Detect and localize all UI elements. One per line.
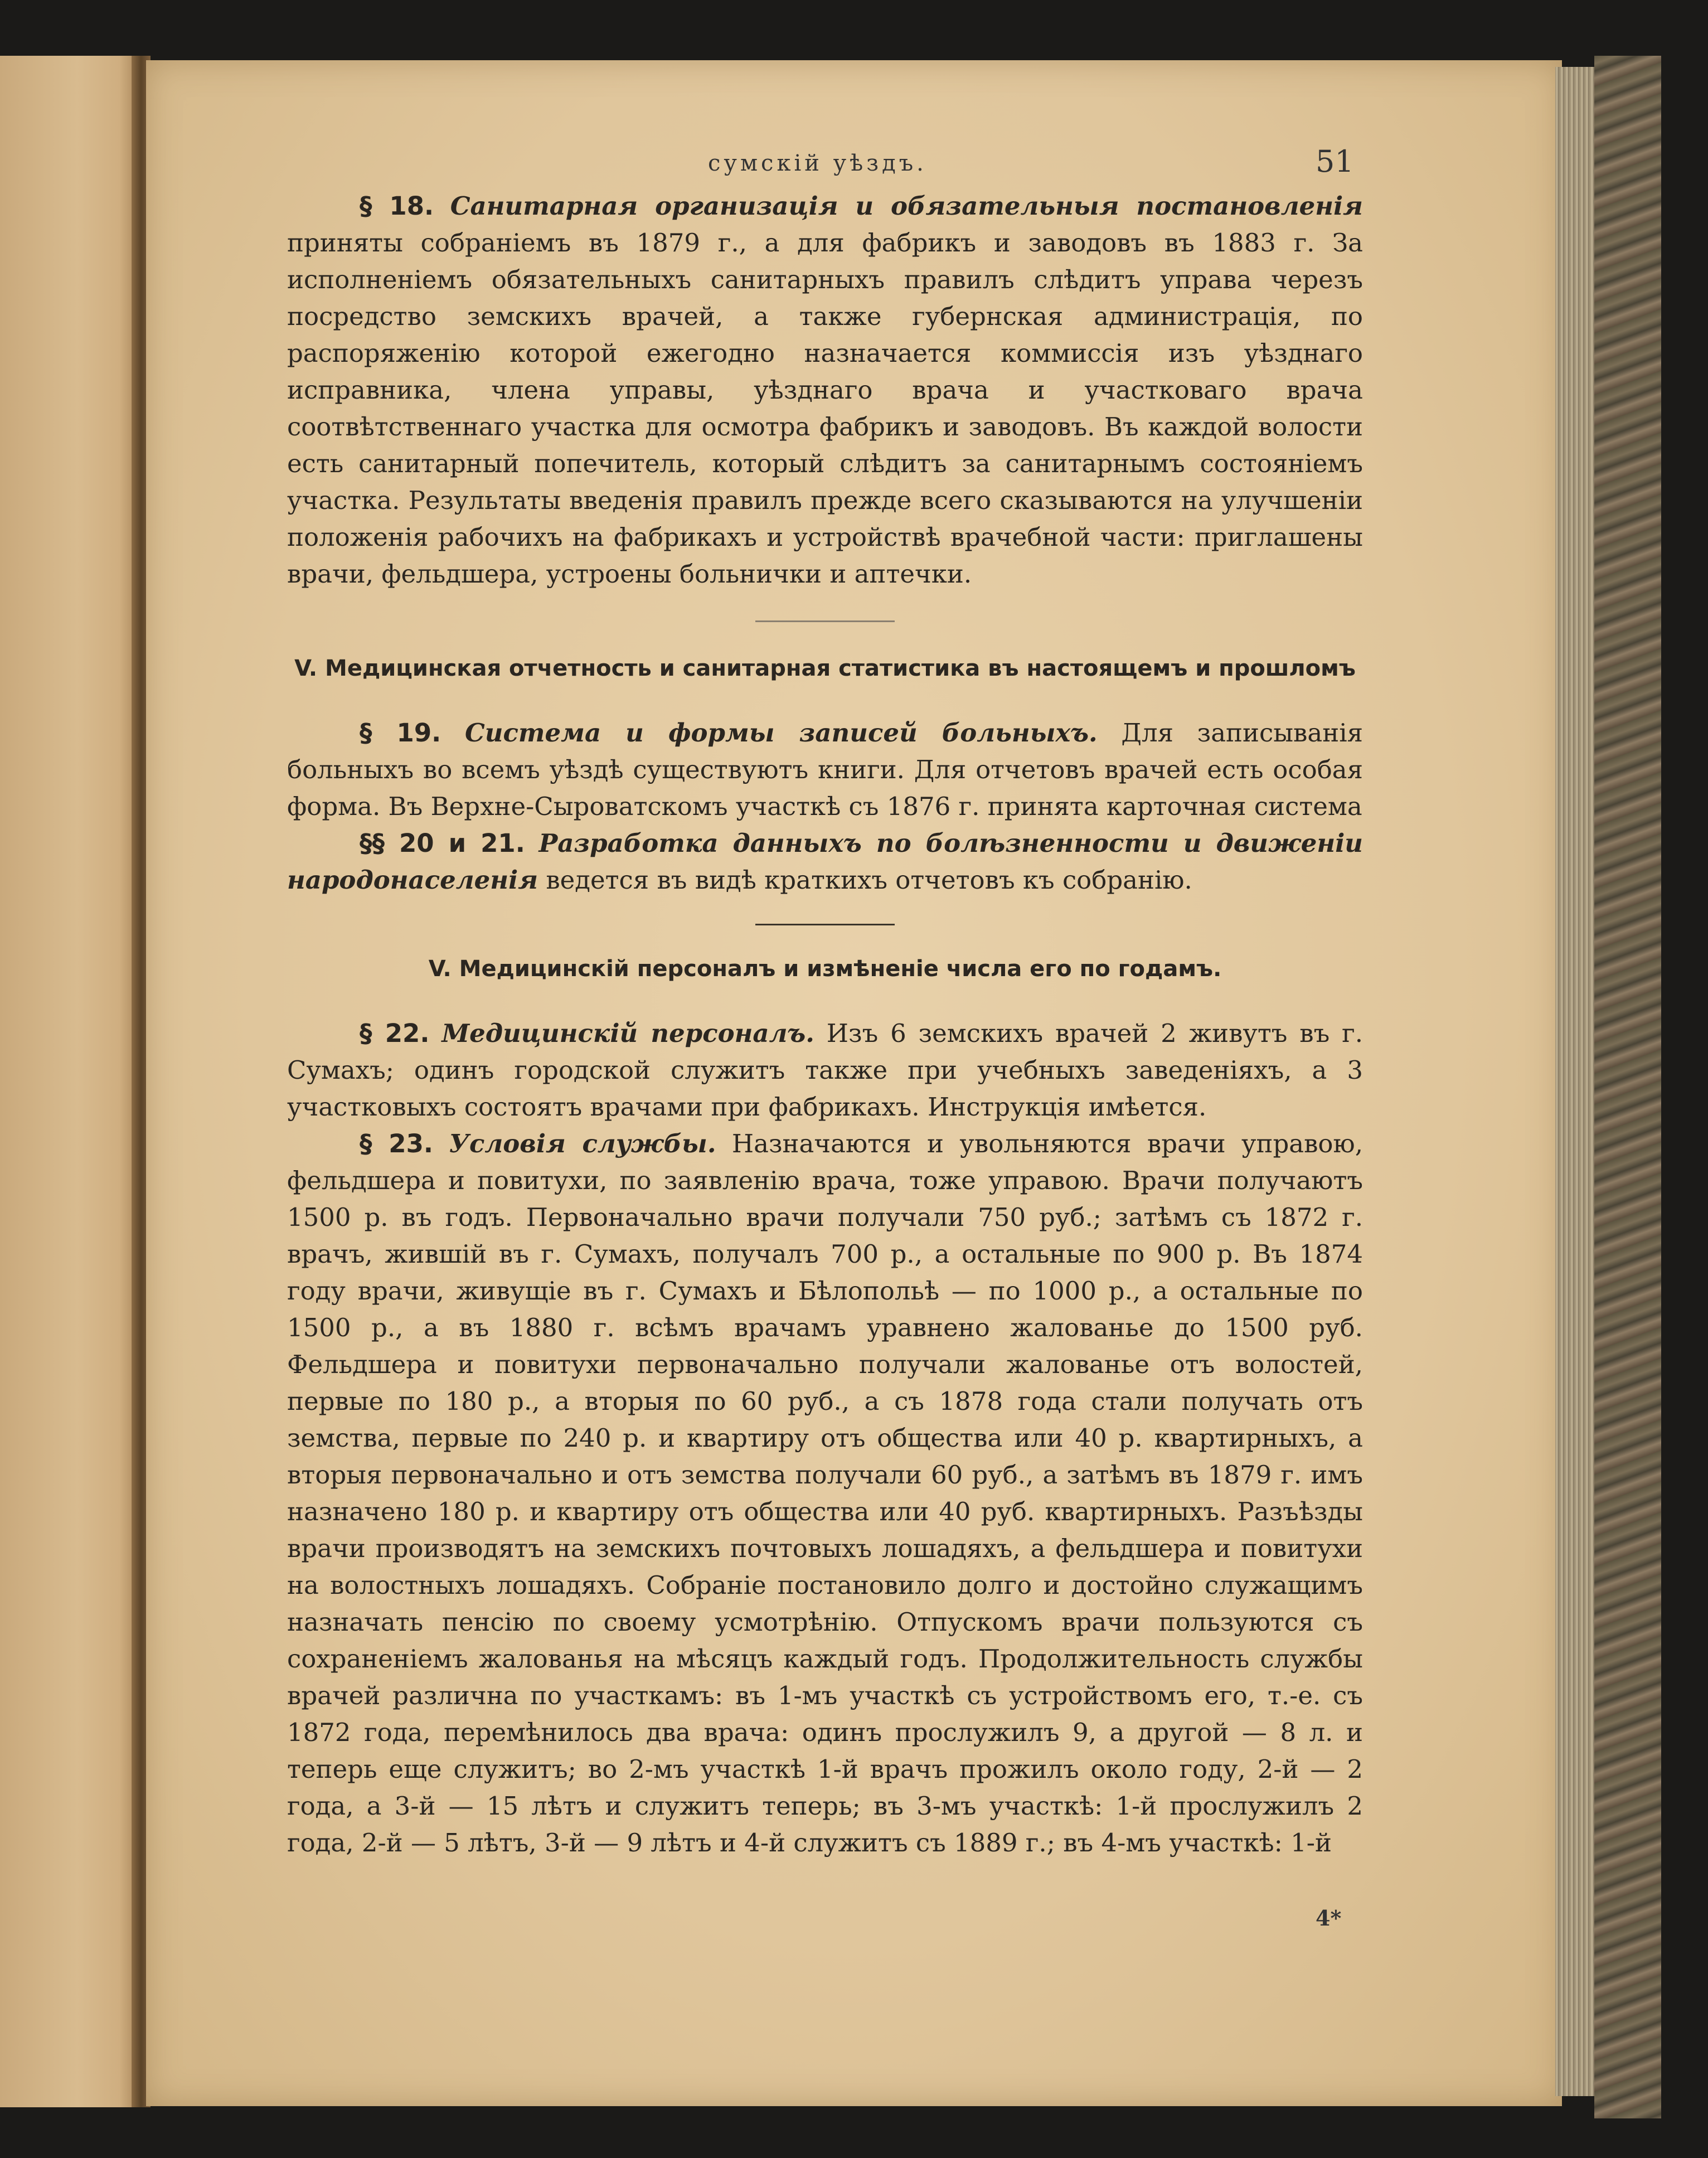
marbled-cover bbox=[1594, 56, 1661, 2118]
signature-mark: 4* bbox=[1316, 1905, 1342, 1931]
paragraph-title: Санитарная организація и обязательныя постановленія bbox=[450, 191, 1363, 221]
paragraph-text: Изъ 6 земскихъ врачей 2 живутъ въ г. Сумахъ; одинъ городской служитъ также при учебныхъ заведеніяхъ, а 3 участковыхъ состоятъ врачами при фабрикахъ. Инструкція имѣется. bbox=[287, 1019, 1364, 1122]
paragraph-18 bbox=[287, 188, 1363, 593]
paragraph-number: § 23. bbox=[360, 1129, 433, 1158]
page-number: 51 bbox=[1316, 144, 1354, 179]
paragraph-title: Разработка данныхъ по болѣзненности и движеніи народонаселенія bbox=[287, 828, 1364, 895]
paragraph-22 bbox=[287, 1015, 1363, 1126]
left-page-edge bbox=[0, 56, 140, 2107]
paragraph-text: Для записыванія больныхъ во всемъ уѣздѣ существуютъ книги. Для отчетовъ врачей есть особая форма. Въ Верхне-Сыроватскомъ участкѣ съ 1876 г. принята карточная система bbox=[287, 718, 1363, 821]
running-head: сумскій уѣздъ. bbox=[708, 151, 927, 176]
paragraph-number: § 22. bbox=[360, 1019, 430, 1048]
paragraph-20-21 bbox=[287, 825, 1363, 899]
page-content bbox=[287, 142, 1363, 1861]
paragraph-title: Система и формы записей больныхъ. bbox=[464, 718, 1098, 748]
page-edges bbox=[1555, 67, 1594, 2096]
paragraph-text: Назначаются и увольняются врачи управою, фельдшера и повитухи, по заявленію врача, тоже управою. Врачи получаютъ 1500 р. въ годъ. Первоначально врачи получали 750 руб.; затѣмъ съ 1872 г. врачъ, жившій въ г. Сумахъ, получалъ 700 р., а остальные по 900 р. Въ 1874 году врачи, живущіе въ г. Сумахъ и Бѣлопольѣ — по 1000 р., а остальные по 1500 р., а въ 1880 г. всѣмъ врачамъ уравнено жалованье до 1500 руб. Фельдшера и повитухи первоначально получали жалованье отъ волостей, первые по 180 р., а вторыя по 60 руб., а съ 1878 года стали получать отъ земства, первые по 240 р. и квартиру отъ общества или 40 р. квартирныхъ, а вторыя первоначально и отъ земства получали 60 руб., а затѣмъ въ 1879 г. имъ назначено 180 р. и квартиру отъ общества или 40 руб. квартирныхъ. Разъѣзды врачи производятъ на земскихъ почтовыхъ лошадяхъ, а фельдшера и повитухи на волостныхъ лошадяхъ. Собраніе постановило долго и достойно служащимъ назначать пенсію по своему усмотрѣнію. Отпускомъ врачи пользуются съ сохраненіемъ жалованья на мѣсяцъ каждый годъ. Продолжительность службы врачей различна по участкамъ: въ 1-мъ участкѣ съ устройствомъ его, т.-е. съ 1872 года, перемѣнилось два врача: одинъ прослужилъ 9, а другой — 8 л. и теперь еще служитъ; во 2-мъ участкѣ 1-й врачъ прожилъ около году, 2-й — 2 года, а 3-й — 15 лѣтъ и служитъ теперь; въ 3-мъ участкѣ: 1-й прослужилъ 2 года, 2-й — 5 лѣтъ, 3-й — 9 лѣтъ и 4-й служитъ съ 1889 г.; въ 4-мъ участкѣ: 1-й bbox=[287, 1129, 1364, 1858]
paragraph-text: приняты собраніемъ въ 1879 г., а для фабрикъ и заводовъ въ 1883 г. За исполненіемъ обязательныхъ санитарныхъ правилъ слѣдитъ управа черезъ посредство земскихъ врачей, а также губернская администрація, по распоряженію которой ежегодно назначается коммиссія изъ уѣзднаго исправника, члена управы, уѣзднаго врача и участковаго врача соотвѣтственнаго участка для осмотра фабрикъ и заводовъ. Въ каждой волости есть санитарный попечитель, который слѣдитъ за санитарнымъ состояніемъ участка. Результаты введенія правилъ прежде всего сказываются на улучшеніи положенія рабочихъ на фабрикахъ и устройствѣ врачебной части: приглашены врачи, фельдшера, устроены больнички и аптечки. bbox=[287, 228, 1363, 589]
paragraph-title: Условія службы. bbox=[449, 1129, 716, 1158]
paragraph-number: § 19. bbox=[360, 718, 441, 748]
paragraph-number: § 18. bbox=[360, 191, 434, 221]
paragraph-23 bbox=[287, 1126, 1363, 1861]
paragraph-text: ведется въ видѣ краткихъ отчетовъ къ собранію. bbox=[546, 865, 1192, 895]
paragraph-title: Медицинскій персоналъ. bbox=[441, 1019, 814, 1048]
section-heading: V. Медицинская отчетность и санитарная статистика въ настоящемъ и прошломъ bbox=[294, 656, 1356, 681]
section-heading: V. Медицинскій персоналъ и измѣненіе числа его по годамъ. bbox=[428, 956, 1222, 982]
paragraph-19 bbox=[287, 715, 1363, 825]
paragraph-number: §§ 20 и 21. bbox=[360, 828, 525, 858]
